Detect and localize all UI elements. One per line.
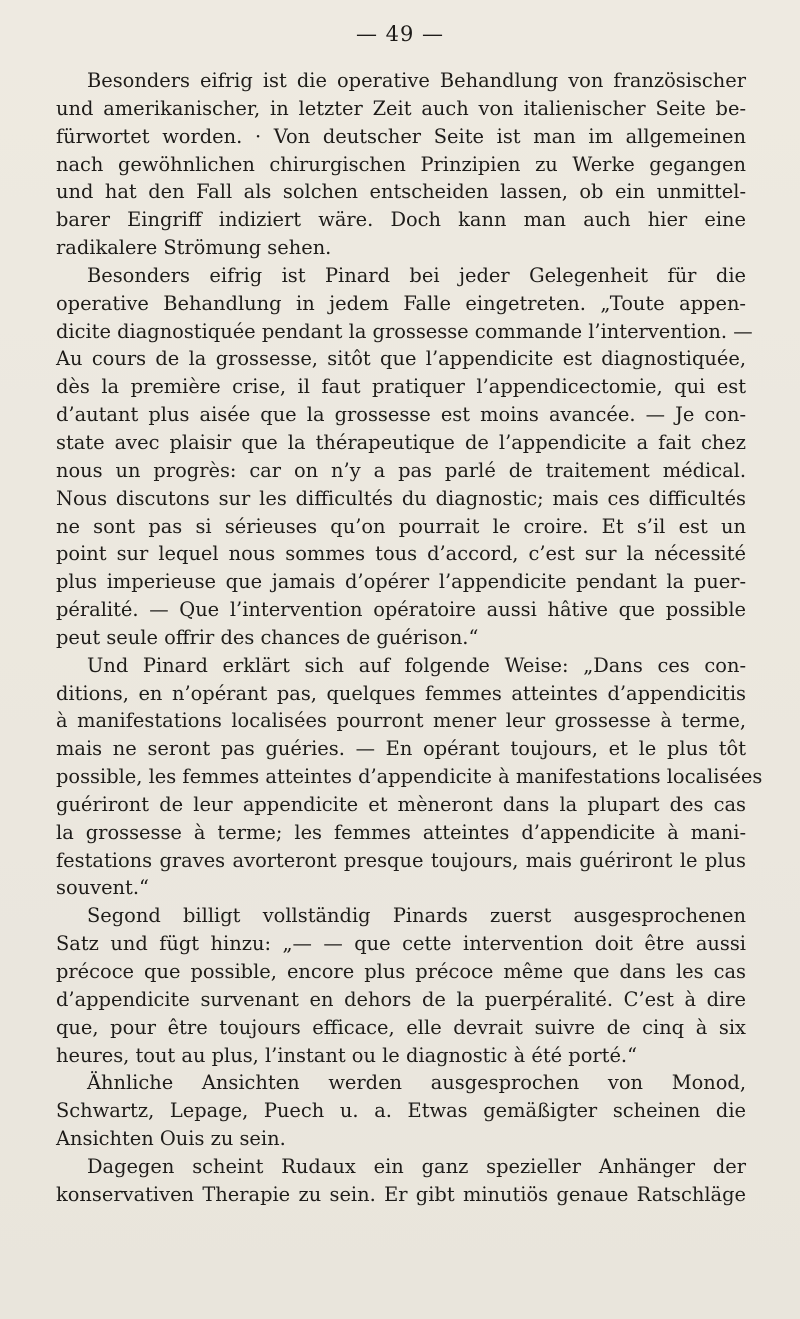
text-line: Dagegen scheint Rudaux ein ganz spezieller Anhänger der xyxy=(87,1154,746,1178)
text-line: Segond billigt vollständig Pinards zuerst ausgesprochenen xyxy=(87,904,746,928)
text-line: à manifestations localisées pourront mener leur grossesse à terme, xyxy=(56,709,746,733)
text-line: nous un progrès: car on n’y a pas parlé de traitement médical. xyxy=(56,458,746,482)
text-line: ne sont pas si sérieuses qu’on pourrait le croire. Et s’il est un xyxy=(56,514,746,538)
text-line: la grossesse à terme; les femmes atteintes d’appendicite à mani- xyxy=(56,820,746,844)
text-line: nach gewöhnlichen chirurgischen Prinzipien zu Werke gegangen xyxy=(56,152,746,176)
text-line: Au cours de la grossesse, sitôt que l’appendicite est diagnostiquée, xyxy=(56,347,746,371)
text-line: mais ne seront pas guéries. — En opérant toujours, et le plus tôt xyxy=(56,737,746,761)
paragraph-2 xyxy=(56,262,753,652)
text-line: dicite diagnostiquée pendant la grossesse commande l’intervention. — xyxy=(56,319,753,343)
text-line: Schwartz, Lepage, Puech u. a. Etwas gemäßigter scheinen die xyxy=(56,1099,746,1123)
body-text xyxy=(56,67,763,1209)
text-line: barer Eingriff indiziert wäre. Doch kann man auch hier eine xyxy=(56,208,746,232)
text-line: ditions, en n’opérant pas, quelques femmes atteintes d’appendicitis xyxy=(56,681,746,705)
text-line: plus imperieuse que jamais d’opérer l’appendicite pendant la puer- xyxy=(56,570,746,594)
text-line: guériront de leur appendicite et mèneront dans la plupart des cas xyxy=(56,792,746,816)
paragraph-3 xyxy=(56,652,763,903)
text-line: que, pour être toujours efficace, elle devrait suivre de cinq à six xyxy=(56,1015,746,1039)
paragraph-5 xyxy=(56,1069,746,1153)
text-line: Nous discutons sur les difficultés du diagnostic; mais ces difficultés xyxy=(56,486,746,510)
text-line: dès la première crise, il faut pratiquer l’appendicectomie, qui est xyxy=(56,375,746,399)
text-line: und amerikanischer, in letzter Zeit auch von italienischer Seite be- xyxy=(56,96,746,120)
text-line: possible, les femmes atteintes d’appendicite à manifestations localisées xyxy=(56,765,763,789)
text-line: Besonders eifrig ist die operative Behandlung von französischer xyxy=(87,69,746,92)
paragraph-1 xyxy=(56,67,746,262)
text-line: d’autant plus aisée que la grossesse est moins avancée. — Je con- xyxy=(56,403,746,427)
page-number: — 49 — xyxy=(355,22,445,46)
text-line: Und Pinard erklärt sich auf folgende Weise: „Dans ces con- xyxy=(87,653,746,677)
text-line: peut seule offrir des chances de guérison.“ xyxy=(56,625,479,649)
text-line: Besonders eifrig ist Pinard bei jeder Gelegenheit für die xyxy=(87,263,746,287)
text-line: péralité. — Que l’intervention opératoire aussi hâtive que possible xyxy=(56,598,746,622)
text-line: konservativen Therapie zu sein. Er gibt minutiös genaue Ratschläge xyxy=(56,1182,746,1206)
text-line: festations graves avorteront presque toujours, mais guériront le plus xyxy=(56,848,746,872)
text-line: d’appendicite survenant en dehors de la puerpéralité. C’est à dire xyxy=(56,987,746,1011)
text-line: point sur lequel nous sommes tous d’accord, c’est sur la nécessité xyxy=(56,542,746,566)
text-line: Satz und fügt hinzu: „— — que cette intervention doit être aussi xyxy=(56,932,746,956)
paragraph-6 xyxy=(56,1153,746,1209)
text-line: Ähnliche Ansichten werden ausgesprochen von Monod, xyxy=(87,1071,746,1095)
text-line: précoce que possible, encore plus précoce même que dans les cas xyxy=(56,960,746,983)
text-line: fürwortet worden. · Von deutscher Seite ist man im allgemeinen xyxy=(56,124,746,148)
text-line: operative Behandlung in jedem Falle eingetreten. „Toute appen- xyxy=(56,291,746,315)
text-line: heures, tout au plus, l’instant ou le diagnostic à été porté.“ xyxy=(56,1043,637,1067)
text-line: radikalere Strömung sehen. xyxy=(56,236,332,260)
text-line: souvent.“ xyxy=(56,876,149,900)
paragraph-4 xyxy=(56,902,746,1069)
text-line: und hat den Fall als solchen entscheiden lassen, ob ein unmittel- xyxy=(56,180,746,204)
text-line: Ansichten Ouis zu sein. xyxy=(56,1127,286,1151)
text-line: state avec plaisir que la thérapeutique de l’appendicite a fait chez xyxy=(56,430,746,454)
